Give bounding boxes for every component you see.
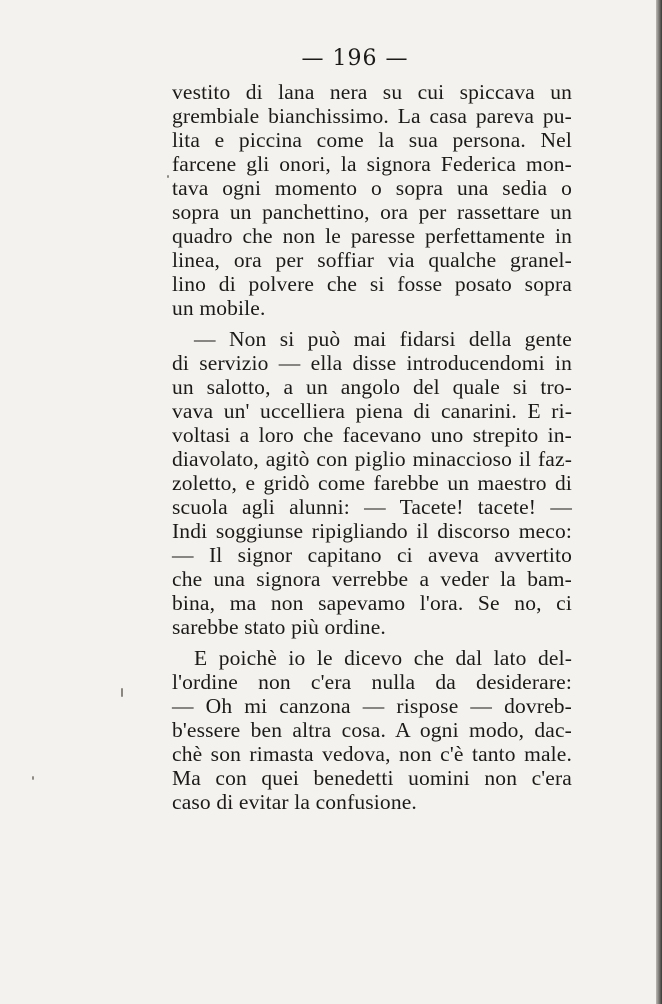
text-line: di servizio — ella disse introducendomi in <box>172 351 572 375</box>
text-line: grembiale bianchissimo. La casa pareva pu- <box>172 104 572 128</box>
paper-speck <box>32 776 34 780</box>
page-edge-shadow <box>656 0 662 1004</box>
text-line: un mobile. <box>172 296 266 320</box>
text-line: lino di polvere che si fosse posato sopra <box>172 272 572 296</box>
text-line: scuola agli alunni: — Tacete! tacete! — <box>172 495 572 519</box>
text-line: vestito di lana nera su cui spiccava un <box>172 80 572 104</box>
text-line: farcene gli onori, la signora Federica mon- <box>172 152 572 176</box>
text-line: caso di evitar la confusione. <box>172 790 417 814</box>
text-line: tava ogni momento o sopra una sedia o <box>172 176 572 200</box>
page-number: — 196 — <box>301 46 409 71</box>
text-line: quadro che non le paresse perfettamente in <box>172 224 572 248</box>
text-line: voltasi a loro che facevano uno strepito in- <box>172 423 572 447</box>
text-line: lita e piccina come la sua persona. Nel <box>172 128 572 152</box>
text-line: linea, ora per soffiar via qualche granel- <box>172 248 572 272</box>
text-line: — Oh mi canzona — rispose — dovreb- <box>172 694 572 718</box>
text-line: chè son rimasta vedova, non c'è tanto male. <box>172 742 572 766</box>
paper-speck <box>121 688 123 697</box>
text-line: vava un' uccelliera piena di canarini. E ri- <box>172 399 572 423</box>
text-line: un salotto, a un angolo del quale si tro- <box>172 375 572 399</box>
text-line: bina, ma non sapevamo l'ora. Se no, ci <box>172 591 572 615</box>
text-line: b'essere ben altra cosa. A ogni modo, dac- <box>172 718 572 742</box>
text-line: zoletto, e gridò come farebbe un maestro di <box>172 471 572 495</box>
text-line: — Il signor capitano ci aveva avvertito <box>172 543 572 567</box>
text-line: sopra un panchettino, ora per rassettare un <box>172 200 572 224</box>
text-line: — Non si può mai fidarsi della gente <box>194 327 572 351</box>
body-text <box>172 80 572 814</box>
text-line: Ma con quei benedetti uomini non c'era <box>172 766 572 790</box>
text-line: E poichè io le dicevo che dal lato del- <box>194 646 572 670</box>
text-line: sarebbe stato più ordine. <box>172 615 386 639</box>
paper-speck <box>167 175 169 178</box>
text-line: che una signora verrebbe a veder la bam- <box>172 567 572 591</box>
text-line: diavolato, agitò con piglio minaccioso il faz- <box>172 447 572 471</box>
text-line: l'ordine non c'era nulla da desiderare: <box>172 670 572 694</box>
text-line: Indi soggiunse ripigliando il discorso meco: <box>172 519 572 543</box>
